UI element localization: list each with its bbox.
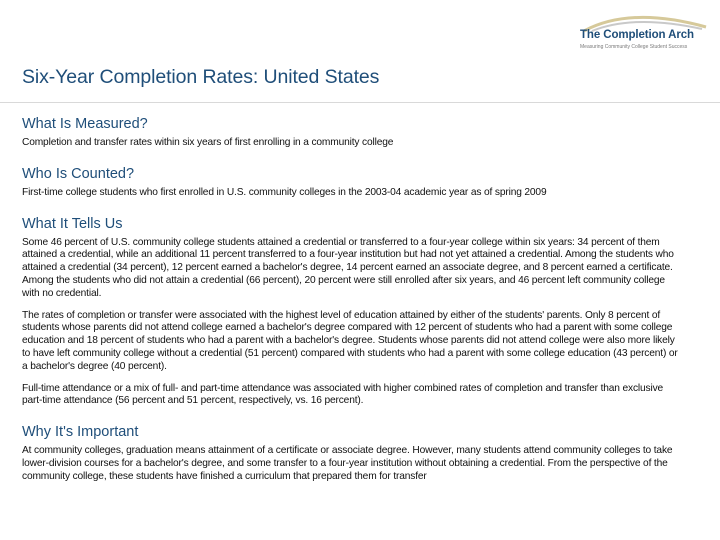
section-paragraph: The rates of completion or transfer were associated with the highest level of education attained by either of the students' parents. Only 8 percent of students whose parents did not attend college earned a bachelor's degree compared with 12 percent of students who had a parent with some college education and 18 percent of students who had a parent with a bachelor's degree. Students whose parents did not attend college were also more likely to have left community college without a credential (51 percent) compared with students who had a parent with some college education (43 percent) or a bachelor's degree (40 percent).: [22, 309, 678, 372]
section-paragraph: First-time college students who first enrolled in U.S. community colleges in the 2003-04 academic year as of spring 2009: [22, 186, 547, 198]
section-paragraph: Completion and transfer rates within six years of first enrolling in a community college: [22, 137, 394, 148]
section-heading: Why It's Important: [22, 424, 139, 441]
section-what-is-measured: [22, 114, 684, 150]
title-divider: [0, 102, 720, 103]
section-what-it-tells-us: [22, 214, 684, 409]
section-why-its-important: [22, 422, 684, 483]
section-paragraph: Some 46 percent of U.S. community college students attained a credential or transferred to a four-year college within six years: 34 percent of them attained a credential, while an additional 11 percent transferred to a four-year institution but had not yet attained a credential. Among the students who attained a credential (34 percent), 12 percent earned a bachelor's degree, 14 percent earned an associate degree, and 8 percent earned a certificate. Among the students who did not attain a credential (66 percent), 20 percent were still enrolled after six years, and 46 percent left community college with no credential.: [22, 236, 674, 299]
section-paragraph: Full-time attendance or a mix of full- and part-time attendance was associated with higher combined rates of completion and transfer than exclusive part-time attendance (56 percent and 51 percent, respectively, vs. 16 percent).: [22, 382, 664, 407]
section-heading: What It Tells Us: [22, 215, 123, 232]
content-body: [22, 114, 684, 498]
section-paragraph: At community colleges, graduation means attainment of a certificate or associate degree. However, many students attend community colleges to take lower-division courses for a bachelor's degree, and some transfer to a four-year institution without obtaining a credential. From the perspective of the community college, these students have finished a curriculum that prepared them for transfer: [22, 445, 673, 482]
section-heading: What Is Measured?: [22, 116, 148, 132]
page-title: Six-Year Completion Rates: United States: [22, 66, 380, 88]
logo-tagline: Measuring Community College Student Success: [580, 44, 688, 50]
section-heading: Who Is Counted?: [22, 165, 135, 182]
completion-arch-logo: [578, 12, 710, 52]
logo-title: The Completion Arch: [580, 29, 694, 41]
section-who-is-counted: [22, 164, 684, 200]
